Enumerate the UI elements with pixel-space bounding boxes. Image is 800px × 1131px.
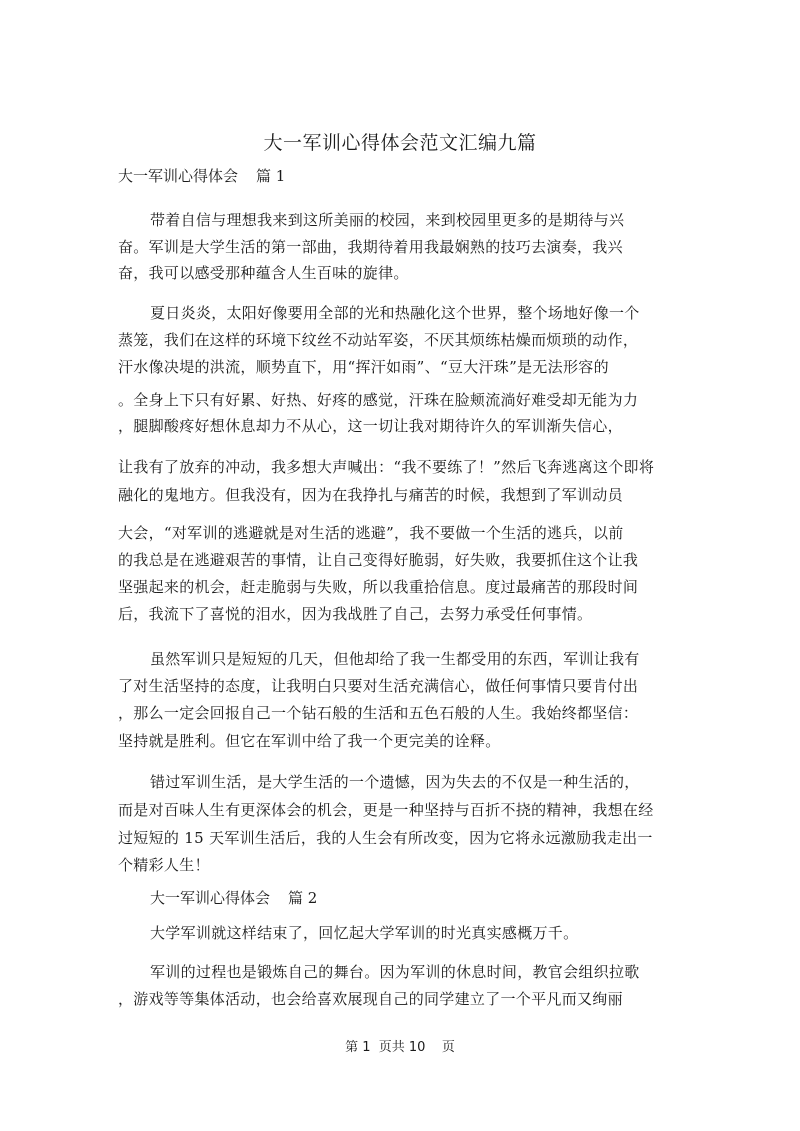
section-heading-1 xyxy=(118,165,285,186)
page-footer: 第 1 页共 10 页 xyxy=(345,1040,455,1055)
text-line: 融化的鬼地方。但我没有，因为在我挣扎与痛苦的时候，我想到了军训动员 xyxy=(118,486,623,504)
text-line: 。全身上下只有好累、好热、好疼的感觉，汗珠在脸颊流淌好难受却无能为力 xyxy=(118,391,639,409)
text-line: 蒸笼，我们在这样的环境下纹丝不动站军姿，不厌其烦练枯燥而烦琐的动作， xyxy=(118,331,639,349)
section-heading-1-text: 大一军训心得体会 xyxy=(118,167,239,185)
text-line: ，游戏等等集体活动，也会给喜欢展现自己的同学建立了一个平凡而又绚丽 xyxy=(118,990,623,1008)
text-line: 夏日炎炎，太阳好像要用全部的光和热融化这个世界，整个场地好像一个 xyxy=(150,304,640,322)
text-line: 大学军训就这样结束了，回忆起大学军训的时光真实感概万千。 xyxy=(150,924,579,942)
text-line: 了对生活坚持的态度，让我明白只要对生活充满信心，做任何事情只要肯付出 xyxy=(118,677,639,695)
text-line: 坚持就是胜利。但它在军训中给了我一个更完美的诠释。 xyxy=(118,732,501,750)
text-line: 奋，我可以感受那种蕴含人生百味的旋律。 xyxy=(118,264,409,282)
section-heading-2-text: 大一军训心得体会 xyxy=(150,889,271,907)
document-title: 大一军训心得体会范文汇编九篇 xyxy=(263,132,537,154)
text-line: 汗水像决堤的洪流，顺势直下，用“挥汗如雨”、“豆大汗珠”是无法形容的 xyxy=(118,358,609,376)
text-line: ，腿脚酸疼好想休息却力不从心，这一切让我对期待许久的军训渐失信心， xyxy=(118,417,623,435)
section-heading-2 xyxy=(150,887,317,908)
text-line: 个精彩人生！ xyxy=(118,856,210,874)
text-line: 奋。军训是大学生活的第一部曲，我期待着用我最娴熟的技巧去演奏，我兴 xyxy=(118,238,623,256)
text-line: 坚强起来的机会，赶走脆弱与失败，所以我重拾信息。度过最痛苦的那段时间 xyxy=(118,578,639,596)
text-line: 错过军训生活，是大学生活的一个遗憾，因为失去的不仅是一种生活的， xyxy=(150,773,640,791)
text-line: 带着自信与理想我来到这所美丽的校园，来到校园里更多的是期待与兴 xyxy=(150,211,625,229)
section-heading-2-number: 篇 2 xyxy=(288,889,318,907)
text-line: 让我有了放弃的冲动，我多想大声喊出：“我不要练了！”然后飞奔逃离这个即将 xyxy=(118,458,655,476)
text-line: 过短短的 15 天军训生活后，我的人生会有所改变，因为它将永远激励我走出一 xyxy=(118,829,653,847)
text-line: 的我总是在逃避艰苦的事情，让自己变得好脆弱，好失败，我要抓住这个让我 xyxy=(118,551,639,569)
text-line: 虽然军训只是短短的几天，但他却给了我一生都受用的东西，军训让我有 xyxy=(150,650,640,668)
text-line: 而是对百味人生有更深体会的机会，更是一种坚持与百折不挠的精神，我想在经 xyxy=(118,801,654,819)
text-line: ，那么一定会回报自己一个钻石般的生活和五色石般的人生。我始终都坚信： xyxy=(118,704,639,722)
section-heading-1-number: 篇 1 xyxy=(256,167,286,185)
text-line: 军训的过程也是锻炼自己的舞台。因为军训的休息时间，教官会组织拉歌 xyxy=(150,963,640,981)
text-line: 大会，“对军训的逃避就是对生活的逃避”，我不要做一个生活的逃兵，以前 xyxy=(118,524,624,542)
text-line: 后，我流下了喜悦的泪水，因为我战胜了自己，去努力承受任何事情。 xyxy=(118,605,593,623)
